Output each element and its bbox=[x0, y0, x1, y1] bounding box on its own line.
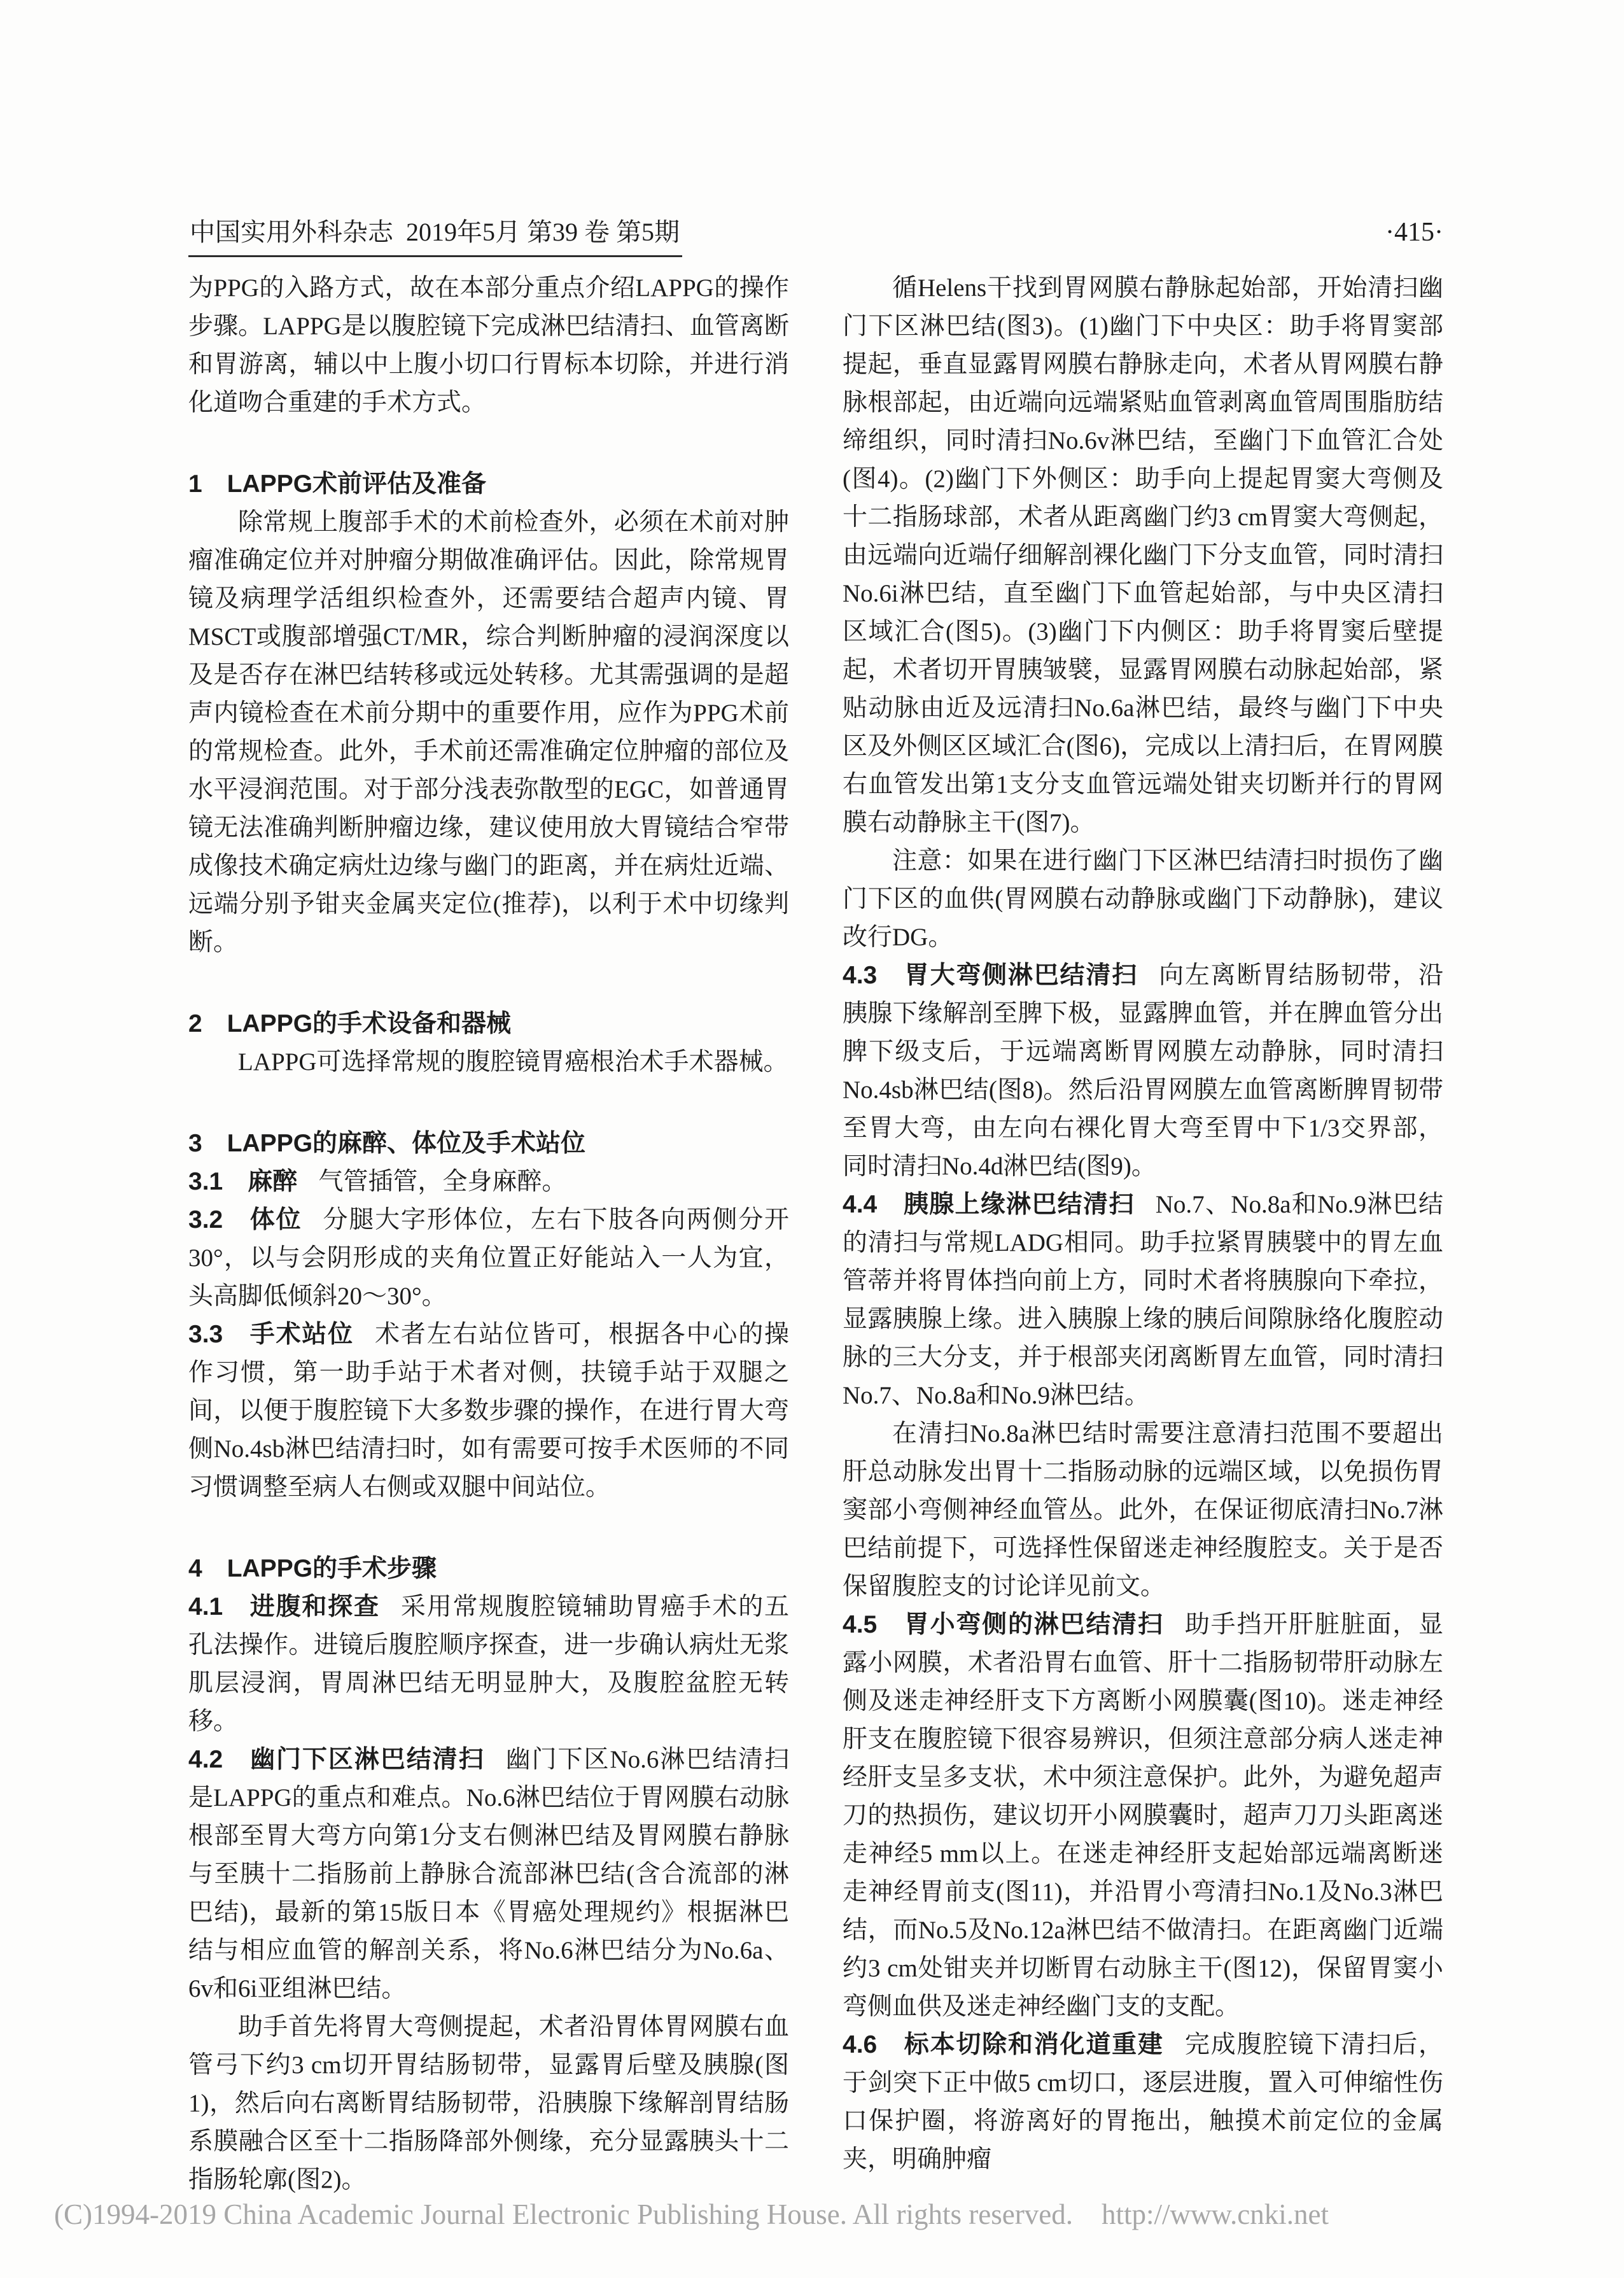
subsection-4-4 bbox=[843, 1186, 1443, 1415]
section-heading-1: 1 LAPPG术前评估及准备 bbox=[188, 470, 487, 498]
paragraph: 在清扫No.8a淋巴结时需要注意清扫范围不要超出肝总动脉发出胃十二指肠动脉的远端区域，以免损伤胃窦部小弯侧神经血管丛。此外，在保证彻底清扫No.7淋巴结前提下，可选择性保留迷走神经腹腔支。关于是否保留腹腔支的讨论详见前文。 bbox=[843, 1420, 1443, 1600]
subsection-label: 4.5 胃小弯侧的淋巴结清扫 bbox=[843, 1611, 1164, 1638]
subsection-label: 3.1 麻醉 bbox=[188, 1168, 298, 1195]
subsection-label: 4.4 胰腺上缘淋巴结清扫 bbox=[843, 1191, 1135, 1218]
paragraph: LAPPG可选择常规的腹腔镜胃癌根治术手术器械。 bbox=[238, 1048, 788, 1076]
page-header bbox=[188, 216, 1443, 257]
paragraph: 除常规上腹部手术的术前检查外，必须在术前对肿瘤准确定位并对肿瘤分期做准确评估。因此，除常规胃镜及病理学活组织检查外，还需要结合超声内镜、胃MSCT或腹部增强CT/MR，综合判断肿瘤的浸润深度以及是否存在淋巴结转移或远处转移。尤其需强调的是超声内镜检查在术前分期中的重要作用，应作为PPG术前的常规检查。此外，手术前还需准确定位肿瘤的部位及水平浸润范围。对于部分浅表弥散型的EGC，如普通胃镜无法准确判断肿瘤边缘，建议使用放大胃镜结合窄带成像技术确定病灶边缘与幽门的距离，并在病灶近端、远端分别予钳夹金属夹定位(推荐)，以利于术中切缘判断。 bbox=[188, 509, 789, 956]
subsection-4-2 bbox=[188, 1741, 789, 2008]
paragraph: 循Helens干找到胃网膜右静脉起始部，开始清扫幽门下区淋巴结(图3)。(1)幽门下中央区：助手将胃窦部提起，垂直显露胃网膜右静脉走向，术者从胃网膜右静脉根部起，由近端向远端紧贴血管剥离血管周围脂肪结缔组织，同时清扫No.6v淋巴结，至幽门下血管汇合处(图4)。(2)幽门下外侧区：助手向上提起胃窦大弯侧及十二指肠球部，术者从距离幽门约3 cm胃窦大弯侧起，由远端向近端仔细解剖裸化幽门下分支血管，同时清扫No.6i淋巴结，直至幽门下血管起始部，与中央区清扫区域汇合(图5)。(3)幽门下内侧区：助手将胃窦后壁提起，术者切开胃胰皱襞，显露胃网膜右动脉起始部，紧贴动脉由近及远清扫No.6a淋巴结，最终与幽门下中央区及外侧区区域汇合(图6)，完成以上清扫后，在胃网膜右血管发出第1支分支血管远端处钳夹切断并行的胃网膜右动静脉主干(图7)。 bbox=[843, 274, 1443, 836]
subsection-3-2 bbox=[188, 1201, 789, 1316]
subsection-text: 分腿大字形体位，左右下肢各向两侧分开30°，以与会阴形成的夹角位置正好能站入一人为宜，头高脚低倾斜20～30°。 bbox=[188, 1206, 789, 1310]
left-column bbox=[188, 269, 789, 2199]
subsection-label: 3.3 手术站位 bbox=[188, 1321, 354, 1348]
note-paragraph: 注意：如果在进行幽门下区淋巴结清扫时损伤了幽门下区的血供(胃网膜右动静脉或幽门下动静脉)，建议改行DG。 bbox=[843, 847, 1443, 951]
subsection-text: 完成腹腔镜下清扫后，于剑突下正中做5 cm切口，逐层进腹，置入可伸缩性伤口保护圈，将游离好的胃拖出，触摸术前定位的金属夹，明确肿瘤 bbox=[843, 2031, 1443, 2173]
subsection-label: 4.6 标本切除和消化道重建 bbox=[843, 2031, 1164, 2058]
subsection-text: 气管插管，全身麻醉。 bbox=[318, 1168, 567, 1195]
subsection-label: 4.2 幽门下区淋巴结清扫 bbox=[188, 1746, 485, 1773]
subsection-4-3 bbox=[843, 957, 1443, 1186]
subsection-4-5 bbox=[843, 1606, 1443, 2026]
journal-title: 中国实用外科杂志 2019年5月 第39 卷 第5期 bbox=[188, 217, 682, 257]
continued-paragraph: 为PPG的入路方式，故在本部分重点介绍LAPPG的操作步骤。LAPPG是以腹腔镜下完成淋巴结清扫、血管离断和胃游离，辅以中上腹小切口行胃标本切除，并进行消化道吻合重建的手术方式。 bbox=[188, 274, 789, 416]
subsection-text: No.7、No.8a和No.9淋巴结的清扫与常规LADG相同。助手拉紧胃胰襞中的胃左血管蒂并将胃体挡向前上方，同时术者将胰腺向下牵拉，显露胰腺上缘。进入胰腺上缘的胰后间隙脉络化腹腔动脉的三大分支，并于根部夹闭离断胃左血管，同时清扫No.7、No.8a和No.9淋巴结。 bbox=[843, 1191, 1443, 1409]
section-heading-2: 2 LAPPG的手术设备和器械 bbox=[188, 1010, 512, 1037]
right-column bbox=[843, 269, 1443, 2199]
two-column-body bbox=[188, 269, 1443, 2199]
page-number: ·415· bbox=[1385, 218, 1443, 247]
subsection-3-1 bbox=[188, 1163, 789, 1201]
section-heading-4: 4 LAPPG的手术步骤 bbox=[188, 1555, 437, 1582]
subsection-4-1 bbox=[188, 1588, 789, 1741]
section-heading-3: 3 LAPPG的麻醉、体位及手术站位 bbox=[188, 1130, 586, 1157]
subsection-text: 幽门下区No.6淋巴结清扫是LAPPG的重点和难点。No.6淋巴结位于胃网膜右动脉根部至胃大弯方向第1分支右侧淋巴结及胃网膜右静脉与至胰十二指肠前上静脉合流部淋巴结(含合流部的淋巴结)，最新的第15版日本《胃癌处理规约》根据淋巴结与相应血管的解剖关系，将No.6淋巴结分为No.6a、6v和6i亚组淋巴结。 bbox=[188, 1746, 789, 2002]
subsection-text: 采用常规腹腔镜辅助胃癌手术的五孔法操作。进镜后腹腔顺序探查，进一步确认病灶无浆肌层浸润，胃周淋巴结无明显肿大，及腹腔盆腔无转移。 bbox=[188, 1593, 789, 1735]
subsection-4-6 bbox=[843, 2026, 1443, 2179]
subsection-label: 4.1 进腹和探查 bbox=[188, 1593, 380, 1621]
subsection-text: 术者左右站位皆可，根据各中心的操作习惯，第一助手站于术者对侧，扶镜手站于双腿之间，以便于腹腔镜下大多数步骤的操作，在进行胃大弯侧No.4sb淋巴结清扫时，如有需要可按手术医师的不同习惯调整至病人右侧或双腿中间站位。 bbox=[188, 1321, 789, 1501]
subsection-text: 助手挡开肝脏脏面，显露小网膜，术者沿胃右血管、肝十二指肠韧带肝动脉左侧及迷走神经肝支下方离断小网膜囊(图10)。迷走神经肝支在腹腔镜下很容易辨识，但须注意部分病人迷走神经肝支呈多支状，术中须注意保护。此外，为避免超声刀的热损伤，建议切开小网膜囊时，超声刀刀头距离迷走神经5 mm以上。在迷走神经肝支起始部远端离断迷走神经胃前支(图11)，并沿胃小弯清扫No.1及No.3淋巴结，而No.5及No.12a淋巴结不做清扫。在距离幽门近端约3 cm处钳夹并切断胃右动脉主干(图12)，保留胃窦小弯侧血供及迷走神经幽门支的支配。 bbox=[843, 1611, 1443, 2020]
subsection-label: 3.2 体位 bbox=[188, 1206, 302, 1234]
footer-copyright: (C)1994-2019 China Academic Journal Electronic Publishing House. All rights reserved. http://www.cnki.net bbox=[54, 2198, 1329, 2230]
subsection-3-3 bbox=[188, 1316, 789, 1507]
subsection-text: 向左离断胃结肠韧带，沿胰腺下缘解剖至脾下极，显露脾血管，并在脾血管分出脾下级支后，于远端离断胃网膜左动静脉，同时清扫No.4sb淋巴结(图8)。然后沿胃网膜左血管离断脾胃韧带至胃大弯，由左向右裸化胃大弯至胃中下1/3交界部，同时清扫No.4d淋巴结(图9)。 bbox=[843, 962, 1443, 1180]
paragraph: 助手首先将胃大弯侧提起，术者沿胃体胃网膜右血管弓下约3 cm切开胃结肠韧带，显露胃后壁及胰腺(图1)，然后向右离断胃结肠韧带，沿胰腺下缘解剖胃结肠系膜融合区至十二指肠降部外侧缘，充分显露胰头十二指肠轮廓(图2)。 bbox=[188, 2013, 789, 2193]
subsection-label: 4.3 胃大弯侧淋巴结清扫 bbox=[843, 962, 1138, 989]
